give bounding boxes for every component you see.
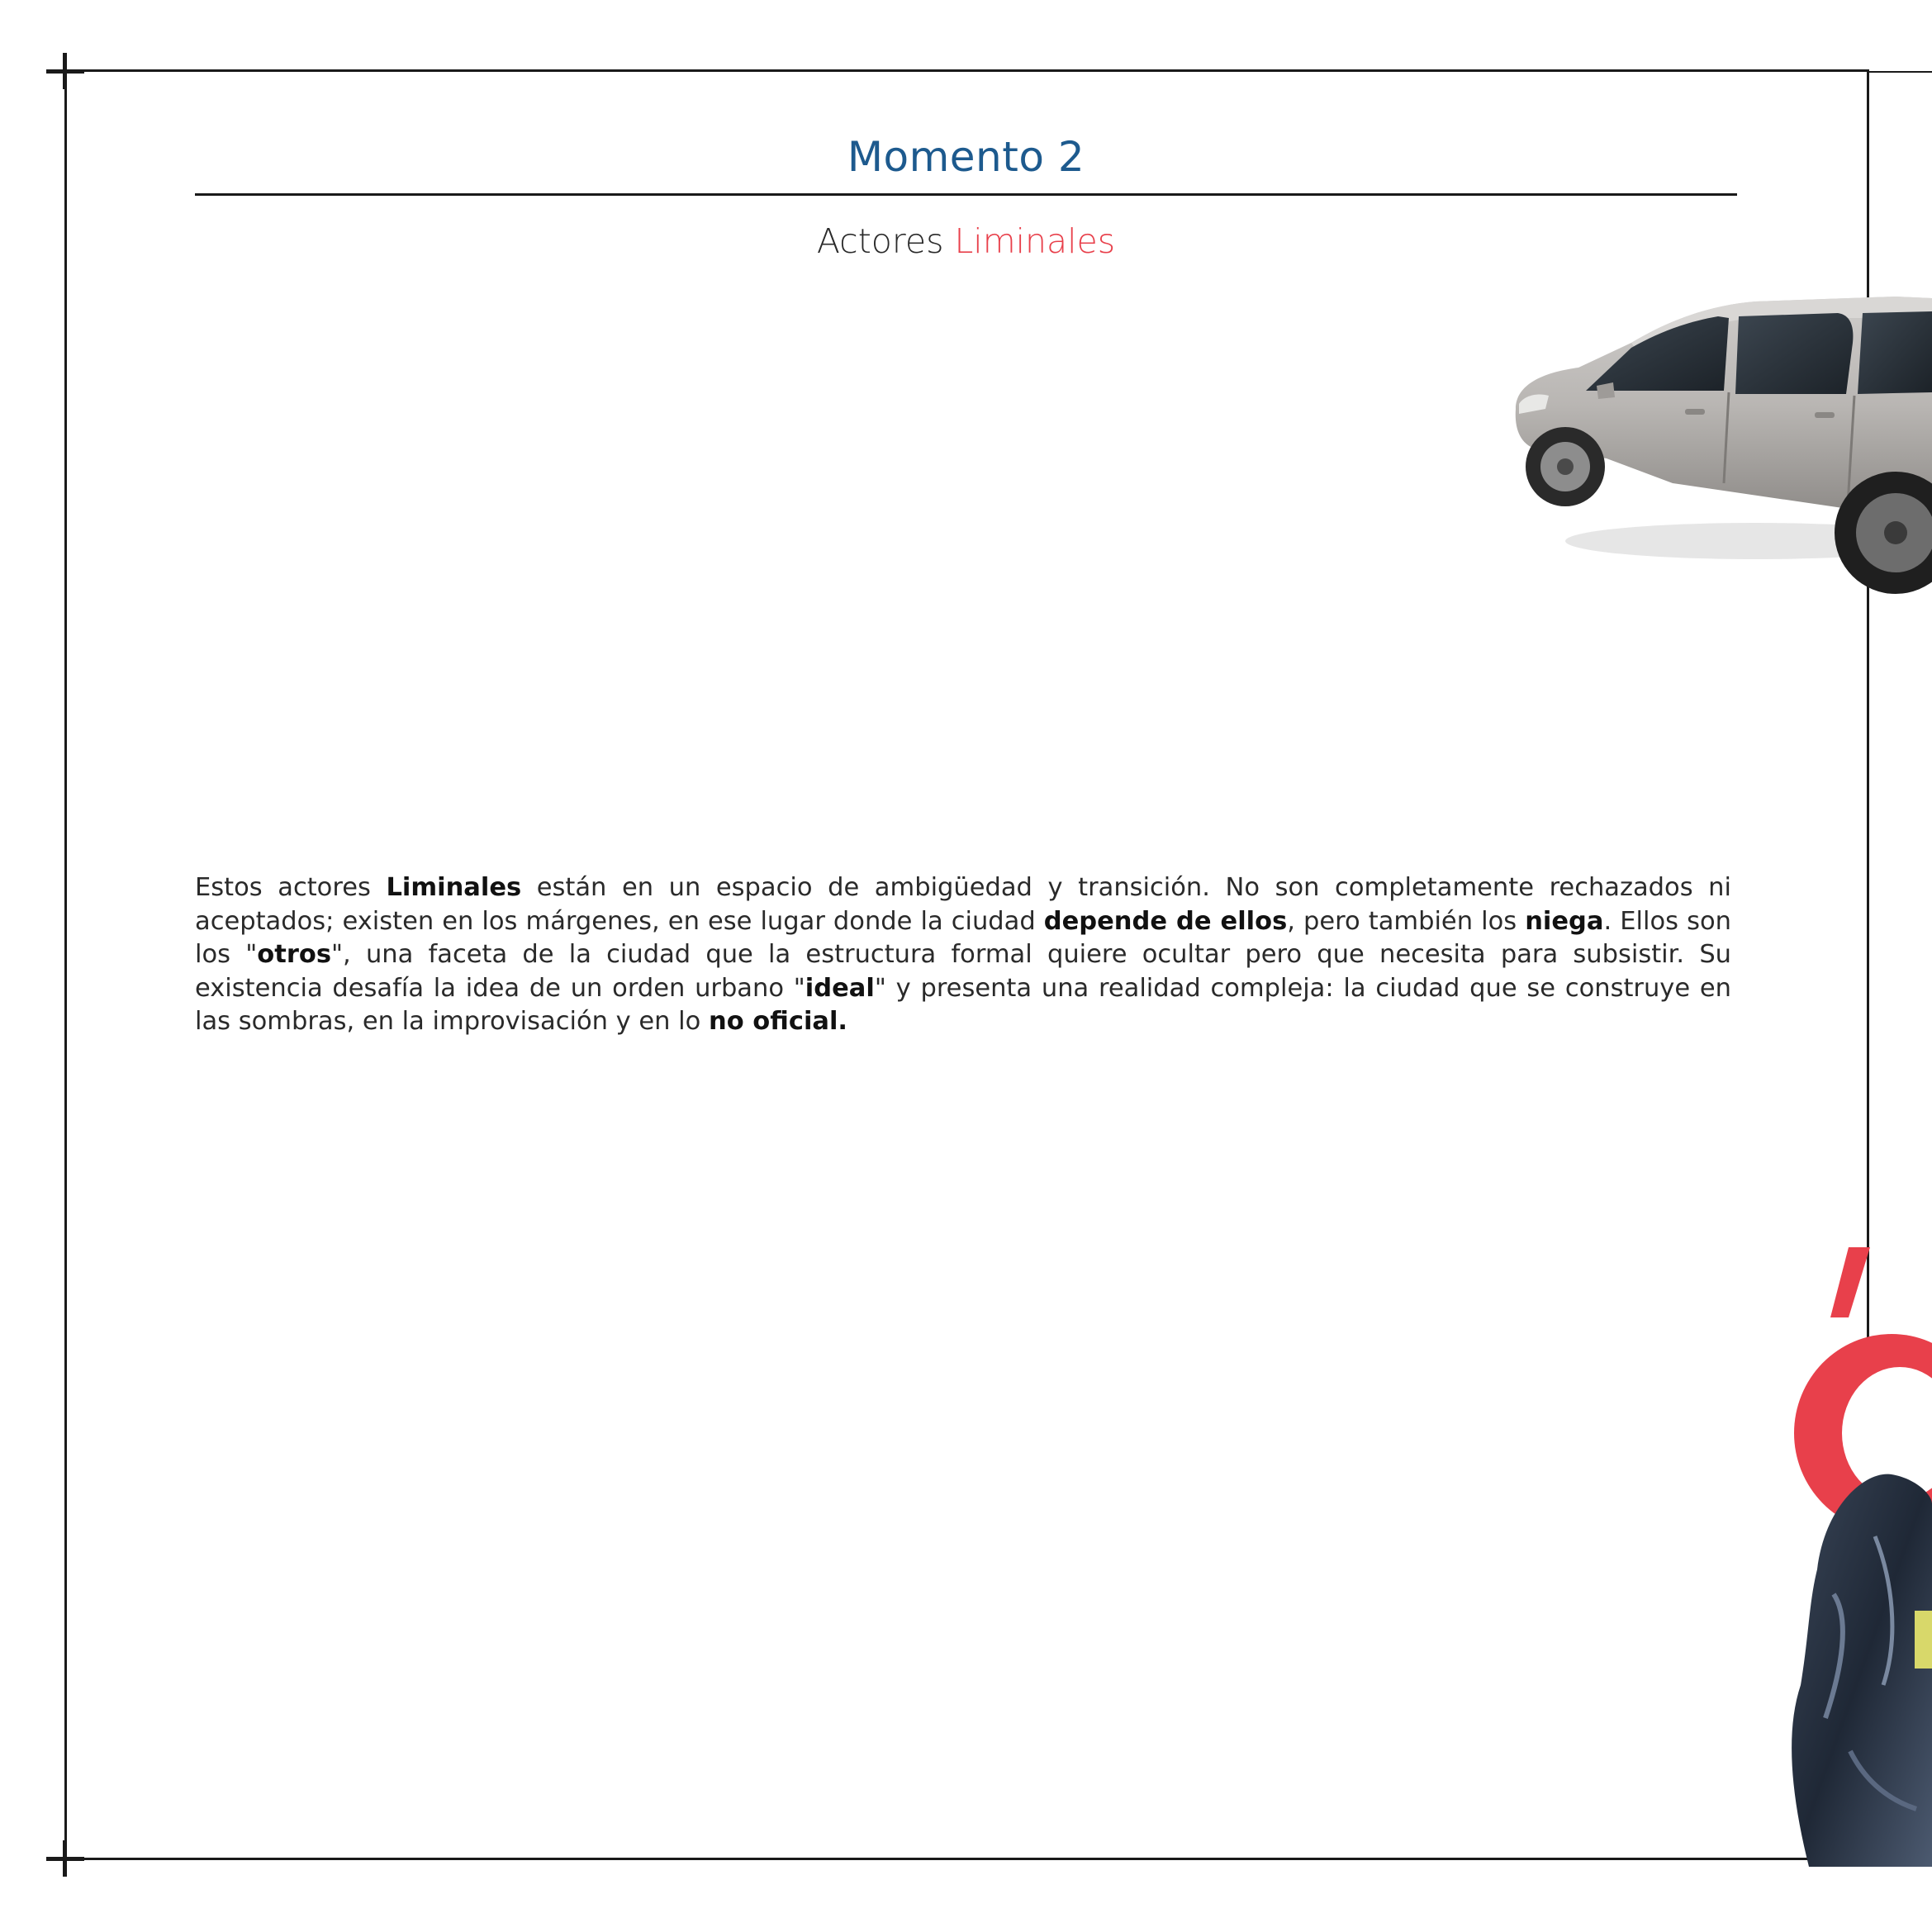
car-photo — [1507, 293, 1932, 619]
crop-mark-top-vertical — [63, 53, 67, 89]
paragraph-segment: , pero también los — [1287, 906, 1526, 936]
paragraph-segment: . Ellos son los " — [195, 906, 1731, 969]
title-divider — [195, 193, 1737, 196]
subtitle-accent: Liminales — [954, 221, 1116, 261]
garbage-bag-photo — [1768, 1222, 1932, 1867]
paragraph-segment: ", una faceta de la ciudad que la estructura formal quiere ocultar pero que necesita para subsistir. Su existencia desafía la idea de un orden urbano " — [195, 940, 1732, 1003]
paragraph-segment: " y presenta una realidad compleja: la ciudad que se construye en las sombras, en la improvisación y en lo — [195, 973, 1731, 1036]
paragraph-bold-no-oficial: no oficial. — [709, 1007, 848, 1036]
frame-top-right-extension — [1867, 71, 1932, 73]
paragraph-bold-otros: otros — [257, 940, 331, 969]
paragraph-segment: Estos actores — [195, 873, 387, 902]
body-paragraph — [195, 871, 1731, 1039]
frame-bottom-line — [64, 1858, 1932, 1860]
page-subtitle — [0, 221, 1932, 262]
frame-top-line — [64, 69, 1867, 72]
paragraph-bold-depende: depende de ellos — [1043, 906, 1288, 936]
frame-left-line — [64, 69, 67, 1860]
paragraph-bold-ideal: ideal — [805, 973, 875, 1003]
paragraph-bold-liminales: Liminales — [386, 873, 522, 902]
subtitle-lead: Actores — [816, 221, 955, 261]
page-title: Momento 2 — [847, 133, 1085, 181]
paragraph-segment: están en un espacio de ambigüedad y transición. No son completamente rechazados ni aceptados; existen en los márgenes, en ese lugar donde la ciudad — [195, 873, 1731, 936]
paragraph-bold-niega: niega — [1525, 906, 1604, 936]
crop-mark-bottom-vertical — [63, 1840, 67, 1877]
